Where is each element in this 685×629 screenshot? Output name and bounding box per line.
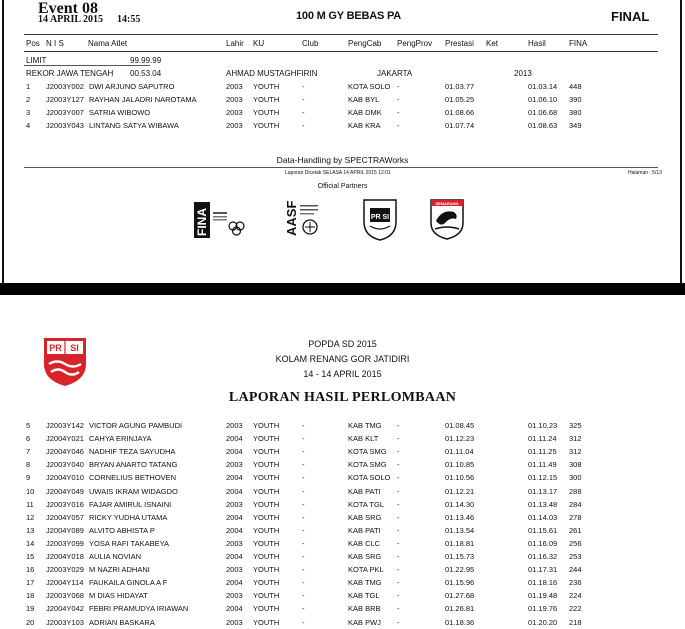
record-place: JAKARTA [377,69,413,78]
cell-pengcab: KAB PWJ [348,617,381,627]
cell-prestasi: 01.15.96 [445,578,475,588]
cell-pos: 11 [26,499,34,509]
record-time: 00.53.04 [130,69,162,78]
cell-nis: J2004Y021 [46,434,84,444]
cell-pos: 6 [26,434,31,444]
cell-pos: 8 [26,460,31,470]
prsi-logo-left-text: PR [49,343,62,353]
cell-pengprov: - [397,578,400,588]
cell-pengprov: - [397,486,400,496]
cell-club: - [302,512,305,522]
cell-name: YOSA RAFI TAKABEYA [89,538,170,548]
prsi-national-logo-icon [358,196,402,242]
cell-ku: YOUTH [253,82,280,91]
cell-pengprov: - [397,108,400,117]
cell-nis: J2004Y018 [46,552,84,561]
cell-nis: J2003Y016 [46,499,84,509]
cell-prestasi: 01.11.04 [445,447,474,457]
cell-ku: YOUTH [253,108,280,117]
cell-pengprov: - [397,473,400,483]
cell-pos: 13 [26,525,35,535]
cell-pengcab: KOTA SMG [348,460,387,470]
cell-pengprov: - [397,552,400,561]
cell-pengcab: KOTA SOLO [348,473,391,483]
cell-lahir: 2004 [226,486,243,496]
cell-prestasi: 01.18.36 [445,617,475,627]
col-lahir: Lahir [226,39,244,48]
cell-club: - [302,565,305,575]
cell-name: M DIAS HIDAYAT [89,591,148,601]
cell-club: - [302,499,305,509]
cell-nis: J2003Y040 [46,460,84,470]
cell-nis: J2004Y046 [46,447,84,457]
cell-pos: 7 [26,447,31,457]
results-page-1 [0,0,685,283]
cell-fina: 312 [569,447,582,457]
cell-club: - [302,460,305,470]
cell-pengcab: KAB BYL [348,95,380,104]
cell-lahir: 2004 [226,473,243,483]
cell-name: DWI ARJUNO SAPUTRO [89,82,175,91]
page-number: Halaman : 5/13 [628,170,662,176]
cell-nis: J2004Y057 [46,512,84,522]
cell-club: - [302,525,305,535]
cell-pengcab: KAB BRB [348,604,381,614]
cell-ku: YOUTH [253,525,280,535]
cell-pengcab: KAB TMG [348,421,382,430]
fina-logo-text: FINA [195,208,209,236]
cell-pengprov: - [397,617,400,627]
cell-name: RICKY YUDHA UTAMA [89,512,168,522]
limit-rule [24,65,150,66]
cell-hasil: 01.06.10 [528,95,558,104]
cell-pengprov: - [397,499,400,509]
competition-name: POPDA SD 2015 [308,339,377,349]
cell-pengprov: - [397,512,400,522]
cell-lahir: 2004 [226,525,243,535]
cell-nis: J2003Y043 [46,121,84,130]
cell-club: - [302,82,305,91]
cell-ku: YOUTH [253,499,280,509]
cell-pengcab: KAB KLT [348,434,379,444]
cell-prestasi: 01.27.68 [445,591,475,601]
cell-pos: 19 [26,604,35,614]
cell-prestasi: 01.12.21 [445,486,475,496]
cell-ku: YOUTH [253,460,280,470]
cell-prestasi: 01.10.85 [445,460,475,470]
cell-pos: 18 [26,591,35,601]
cell-lahir: 2004 [226,447,243,457]
cell-pos: 5 [26,421,31,430]
cell-fina: 288 [569,486,582,496]
cell-fina: 325 [569,421,582,430]
record-year: 2013 [514,69,532,78]
cell-name: BRYAN ANARTO TATANG [89,460,178,470]
cell-prestasi: 01.14.30 [445,499,475,509]
cell-name: CORNELIUS BETHOVEN [89,473,177,483]
cell-name: AULIA NOVIAN [89,552,142,561]
cell-lahir: 2004 [226,434,243,444]
col-hasil: Hasil [528,39,546,48]
cell-hasil: 01.11.49 [528,460,557,470]
col-name: Nama Atlet [88,39,128,48]
cell-prestasi: 01.15.73 [445,552,475,561]
cell-nis: J2004Y089 [46,525,84,535]
cell-fina: 244 [569,565,582,575]
cell-lahir: 2003 [226,617,243,627]
cell-hasil: 01.10.23 [528,421,558,430]
cell-fina: 380 [569,108,582,117]
cell-nis: J2003Y007 [46,108,84,117]
cell-prestasi: 01.26.81 [445,604,475,614]
cell-name: VICTOR AGUNG PAMBUDI [89,421,183,430]
cell-fina: 256 [569,538,582,548]
cell-hasil: 01.19.76 [528,604,558,614]
cell-pengcab: KOTA PKL [348,565,384,575]
cell-lahir: 2003 [226,108,243,117]
aasf-logo-text: AASF [284,200,299,236]
cell-fina: 261 [569,525,582,535]
cell-ku: YOUTH [253,552,280,561]
event-name: 100 M GY BEBAS PA [296,10,402,22]
cell-ku: YOUTH [253,565,280,575]
cell-lahir: 2003 [226,95,243,104]
cell-hasil: 01.08.63 [528,121,558,130]
cell-hasil: 01.13.17 [528,486,558,496]
cell-pengprov: - [397,591,400,601]
prsi-logo-right-text: SI [70,343,79,353]
cell-pengcab: KAB SRG [348,512,382,522]
cell-pos: 16 [26,565,35,575]
cell-pengprov: - [397,525,400,535]
cell-pengcab: KAB PATI [348,486,381,496]
col-nis: N I S [46,39,64,48]
cell-pengprov: - [397,434,400,444]
cell-fina: 236 [569,578,582,588]
cell-nis: J2003Y029 [46,565,84,575]
cell-nis: J2004Y049 [46,486,84,496]
cell-prestasi: 01.05.25 [445,95,475,104]
cell-hasil: 01.20.20 [528,617,558,627]
cell-nis: J2004Y010 [46,473,84,483]
cell-club: - [302,95,305,104]
cell-prestasi: 01.08.45 [445,421,475,430]
aasf-logo-icon [282,200,334,240]
cell-lahir: 2003 [226,460,243,470]
fina-logo-icon [194,200,252,240]
cell-prestasi: 01.22.95 [445,565,475,575]
cell-prestasi: 01.13.46 [445,512,475,522]
cell-fina: 218 [569,617,582,627]
cell-nis: J2003Y103 [46,617,84,627]
cell-pengcab: KOTA SOLO [348,82,391,91]
partners-title: Official Partners [317,183,368,190]
cell-hasil: 01.15.61 [528,525,558,535]
cell-fina: 390 [569,95,582,104]
cell-pengprov: - [397,421,400,430]
cell-pengprov: - [397,121,400,130]
event-time: 14:55 [117,14,141,25]
col-fina: FINA [569,39,588,48]
cell-fina: 448 [569,82,582,91]
cell-lahir: 2003 [226,565,243,575]
cell-pengprov: - [397,82,400,91]
cell-ku: YOUTH [253,421,280,430]
cell-pengprov: - [397,538,400,548]
page-frame-left [2,0,4,283]
cell-pengcab: KAB KRA [348,121,381,130]
cell-club: - [302,486,305,496]
cell-lahir: 2003 [226,82,243,91]
record-holder: AHMAD MUSTAGHFIRIN [226,69,318,78]
cell-hasil: 01.13.48 [528,499,558,509]
cell-ku: YOUTH [253,591,280,601]
cell-fina: 349 [569,121,582,130]
event-title: Event 08 [38,0,98,17]
cell-hasil: 01.18.16 [528,578,558,588]
prsi-national-logo-text: PR SI [370,214,390,221]
cell-club: - [302,538,305,548]
cell-hasil: 01.14.03 [528,512,558,522]
cell-pos: 17 [26,578,35,588]
cell-hasil: 01.16.09 [528,538,558,548]
cell-pengcab: KAB TMG [348,578,382,588]
cell-pos: 20 [26,617,35,627]
cell-club: - [302,421,305,430]
cell-name: FAJAR AMIRUL ISNAINI [89,499,172,509]
cell-pos: 2 [26,95,31,104]
cell-club: - [302,591,305,601]
cell-lahir: 2003 [226,421,243,430]
cell-name: FAUKAILA GINOLA A F [89,578,168,588]
cell-pengcab: KAB DMK [348,108,382,117]
cell-name: FEBRI PRAMUDYA IRIAWAN [89,604,189,614]
cell-club: - [302,578,305,588]
cell-pos: 14 [26,538,35,548]
cell-nis: J2004Y042 [46,604,84,614]
cell-hasil: 01.16.32 [528,552,558,561]
cell-hasil: 01.03.14 [528,82,558,91]
cell-name: NADHIF TEZA SAYUDHA [89,447,176,457]
cell-club: - [302,473,305,483]
cell-hasil: 01.19.48 [528,591,558,601]
cell-ku: YOUTH [253,473,280,483]
cell-pengprov: - [397,95,400,104]
round-label: FINAL [611,9,650,24]
page-frame-right [680,0,682,283]
cell-prestasi: 01.13.54 [445,525,475,535]
cell-nis: J2003Y099 [46,538,84,548]
cell-nis: J2003Y142 [46,421,84,430]
cell-nis: J2003Y002 [46,82,84,91]
footer-rule [24,167,658,168]
col-pengcab: PengCab [348,39,382,48]
cell-ku: YOUTH [253,95,280,104]
results-page-2 [0,295,685,629]
venue-name: KOLAM RENANG GOR JATIDIRI [275,354,410,364]
cell-club: - [302,617,305,627]
cell-lahir: 2003 [226,591,243,601]
cell-name: LINTANG SATYA WIBAWA [89,121,179,130]
cell-ku: YOUTH [253,578,280,588]
col-pos: Pos [26,39,40,48]
col-ket: Ket [486,39,499,48]
cell-pengcab: KOTA SMG [348,447,387,457]
cell-name: M NAZRI ADHANI [89,565,150,575]
cell-club: - [302,434,305,444]
cell-ku: YOUTH [253,486,280,496]
cell-ku: YOUTH [253,434,280,444]
header-rule-bottom [24,51,658,52]
cell-lahir: 2004 [226,578,243,588]
cell-fina: 284 [569,499,582,509]
page-separator [0,283,685,295]
cell-club: - [302,447,305,457]
cell-name: RAYHAN JALADRI NAROTAMA [89,95,197,104]
cell-prestasi: 01.12.23 [445,434,475,444]
cell-lahir: 2003 [226,121,243,130]
cell-fina: 300 [569,473,582,483]
header-rule-top [24,34,658,35]
cell-ku: YOUTH [253,121,280,130]
record-label: REKOR JAWA TENGAH [26,69,114,78]
cell-hasil: 01.12.15 [528,473,558,483]
cell-hasil: 01.06.68 [528,108,558,117]
cell-fina: 253 [569,552,582,561]
cell-club: - [302,121,305,130]
cell-name: SATRIA WIBOWO [89,108,151,117]
cell-pos: 15 [26,552,35,561]
cell-pos: 3 [26,108,31,117]
printed-timestamp: Laporan Dicetak SELASA 14 APRIL 2015 12:01 [285,170,391,176]
col-prestasi: Prestasi [445,39,474,48]
cell-prestasi: 01.08.66 [445,108,475,117]
cell-name: ADRIAN BASKARA [89,617,155,627]
cell-lahir: 2003 [226,499,243,509]
limit-value: 99.99.99 [130,56,162,65]
cell-fina: 222 [569,604,582,614]
cell-hasil: 01.17.31 [528,565,558,575]
cell-pengprov: - [397,604,400,614]
cell-nis: J2004Y114 [46,578,84,588]
cell-hasil: 01.11.25 [528,447,557,457]
cell-pos: 12 [26,512,35,522]
cell-prestasi: 01.10.56 [445,473,475,483]
semarang-logo-text: SEMARANG [435,201,459,206]
cell-ku: YOUTH [253,617,280,627]
cell-fina: 278 [569,512,582,522]
cell-pos: 9 [26,473,31,483]
cell-name: ALVITO ABHISTA P [89,525,155,535]
cell-pos: 4 [26,121,31,130]
cell-name: CAHYA ERINJAYA [89,434,152,444]
cell-pengprov: - [397,460,400,470]
competition-dates: 14 - 14 APRIL 2015 [303,369,382,379]
semarang-dolphin-logo-icon [428,197,466,241]
cell-ku: YOUTH [253,512,280,522]
cell-pengprov: - [397,565,400,575]
cell-name: UWAIS IKRAM WIDAGDO [89,486,178,496]
cell-pengcab: KAB CLC [348,538,381,548]
cell-pengcab: KAB PATI [348,525,381,535]
cell-nis: J2003Y068 [46,591,84,601]
col-ku: KU [253,39,265,48]
cell-lahir: 2003 [226,538,243,548]
data-handling-credit: Data-Handling by SPECTRAWorks [276,155,409,165]
cell-lahir: 2004 [226,552,243,561]
cell-pengcab: KAB TGL [348,591,380,601]
col-pengprov: PengProv [397,39,433,48]
cell-club: - [302,604,305,614]
cell-fina: 312 [569,434,582,444]
limit-label: LIMIT [26,56,47,65]
cell-prestasi: 01.03.77 [445,82,475,91]
cell-pengcab: KOTA TGL [348,499,384,509]
cell-ku: YOUTH [253,604,280,614]
cell-hasil: 01.11.24 [528,434,557,444]
cell-prestasi: 01.18.81 [445,538,475,548]
cell-lahir: 2004 [226,512,243,522]
cell-ku: YOUTH [253,538,280,548]
cell-fina: 224 [569,591,582,601]
cell-prestasi: 01.07.74 [445,121,475,130]
cell-lahir: 2004 [226,604,243,614]
cell-club: - [302,108,305,117]
cell-pengprov: - [397,447,400,457]
cell-fina: 308 [569,460,582,470]
col-club: Club [302,39,319,48]
report-title: LAPORAN HASIL PERLOMBAAN [228,390,457,405]
cell-ku: YOUTH [253,447,280,457]
event-date: 14 APRIL 2015 [38,14,104,25]
cell-pengcab: KAB SRG [348,552,382,561]
cell-pos: 1 [26,82,31,91]
cell-club: - [302,552,305,561]
cell-nis: J2003Y127 [46,95,84,104]
cell-pos: 10 [26,486,35,496]
